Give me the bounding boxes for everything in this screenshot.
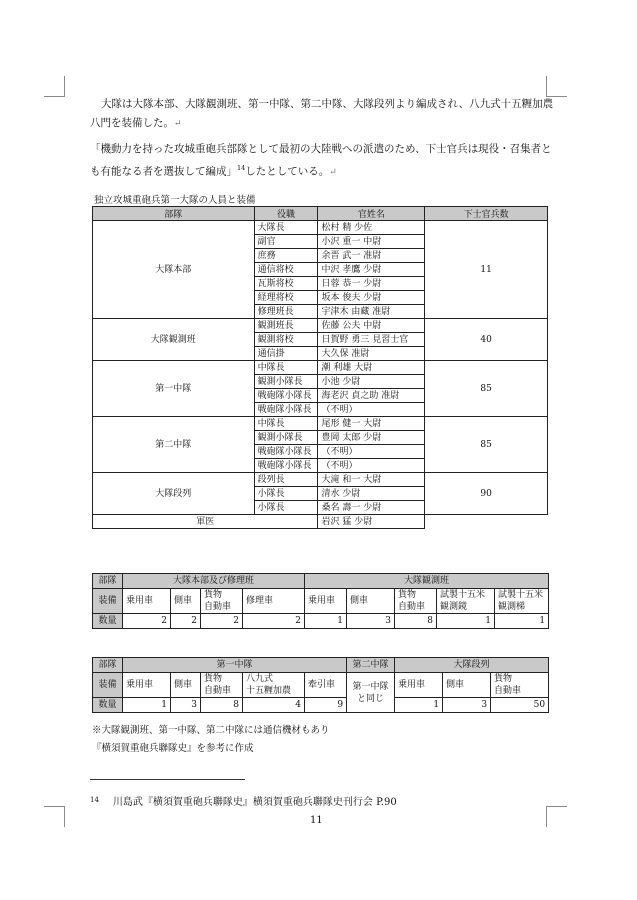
equipment-name-cell: 貨物 自動車 xyxy=(491,673,549,698)
group-first-company: 第一中隊 xyxy=(123,658,347,673)
table-row xyxy=(93,589,549,614)
equipment-name-cell: 乗用車 xyxy=(305,589,347,614)
equipment-qty-cell: 3 xyxy=(171,698,201,713)
unit-cell: 大隊段列 xyxy=(93,473,255,515)
header-name: 官姓名 xyxy=(318,207,425,221)
footnote-text: 川島武『横須賀重砲兵聯隊史』横須賀重砲兵聯隊史刊行会 P.90 xyxy=(112,797,397,808)
name-cell: 日賀野 勇三 見習士官 xyxy=(318,333,425,347)
position-cell: 段列長 xyxy=(254,473,318,487)
name-cell: 清水 少尉 xyxy=(318,487,425,501)
footnote-separator xyxy=(90,779,245,780)
same-as-first-cell: 第一中隊 と同じ xyxy=(347,673,395,713)
equipment-qty-cell: 2 xyxy=(201,614,243,629)
group-second-company: 第二中隊 xyxy=(347,658,395,673)
unit-cell: 第一中隊 xyxy=(93,361,255,417)
body-paragraph-2 xyxy=(90,140,560,183)
position-cell: 副官 xyxy=(254,235,318,249)
table-note: ※大隊観測班、第一中隊、第二中隊には通信機材もあり xyxy=(92,725,330,736)
qty-label: 数量 xyxy=(93,698,123,713)
position-cell: 戦砲隊小隊長 xyxy=(254,389,318,403)
name-cell: （不明） xyxy=(318,459,425,473)
name-cell: 日蓉 恭一 少尉 xyxy=(318,277,425,291)
paragraph-1-text: 大隊は大隊本部、大隊観測班、第一中隊、第二中隊、大隊段列より編成され、八九式十五糎加農八門を装備した。 xyxy=(90,98,554,129)
position-cell: 観測小隊長 xyxy=(254,375,318,389)
group-observation: 大隊観測班 xyxy=(305,574,549,589)
equipment-name-cell: 側車 xyxy=(171,589,201,614)
equipment-name-cell: 貨物 自動車 xyxy=(201,589,243,614)
equipment-qty-cell: 2 xyxy=(171,614,201,629)
position-cell: 大隊長 xyxy=(254,221,318,235)
equipment-qty-cell: 1 xyxy=(437,614,495,629)
equipment-name-cell: 修理車 xyxy=(243,589,305,614)
position-cell: 観測班長 xyxy=(254,319,318,333)
equipment-name-cell: 試製十五米 観測梯 xyxy=(495,589,549,614)
paragraph-mark: ↵ xyxy=(174,119,182,129)
name-cell: 尾形 健一 大尉 xyxy=(318,417,425,431)
equipment-name-cell: 側車 xyxy=(171,673,201,698)
paragraph-2-quote: 「機動力を持った攻城重砲兵部隊として最初の大陸戦への派遣のため、下士官兵は現役・召集者とも有能なる者を選抜して編成」 xyxy=(90,143,552,178)
unit-cell: 大隊本部 xyxy=(93,221,255,319)
position-cell: 戦砲隊小隊長 xyxy=(254,459,318,473)
position-cell: 戦砲隊小隊長 xyxy=(254,403,318,417)
footnote xyxy=(90,793,397,808)
equipment-qty-cell: 1 xyxy=(495,614,549,629)
equipment-qty-cell: 1 xyxy=(123,698,171,713)
position-cell: 修理班長 xyxy=(254,305,318,319)
table-row xyxy=(93,515,548,529)
paragraph-2-tail: したとしている。 xyxy=(245,165,330,178)
name-cell: 大滝 和一 大尉 xyxy=(318,473,425,487)
equipment-qty-cell: 1 xyxy=(305,614,347,629)
position-cell: 戦砲隊小隊長 xyxy=(254,445,318,459)
position-cell: 瓦斯将校 xyxy=(254,277,318,291)
equipment-name-cell: 乗用車 xyxy=(123,673,171,698)
name-cell: 宇津木 由藏 准尉 xyxy=(318,305,425,319)
position-cell: 庶務 xyxy=(254,249,318,263)
table-row xyxy=(93,361,548,375)
unit-label: 部隊 xyxy=(93,574,123,589)
equip-label: 装備 xyxy=(93,589,123,614)
group-train: 大隊段列 xyxy=(395,658,549,673)
crop-mark-bottom-right xyxy=(546,806,567,827)
medic-name-cell: 岩沢 猛 少尉 xyxy=(318,515,425,529)
footnote-ref[interactable]: 14 xyxy=(237,164,246,172)
table-row xyxy=(93,319,548,333)
equipment-qty-cell: 4 xyxy=(243,698,305,713)
table-row xyxy=(93,698,549,713)
group-hq-repair: 大隊本部及び修理班 xyxy=(123,574,305,589)
unit-cell: 大隊観測班 xyxy=(93,319,255,361)
header-position: 役職 xyxy=(254,207,318,221)
equipment-name-cell: 八九式 十五糎加農 xyxy=(243,673,305,698)
equipment-qty-cell: 50 xyxy=(491,698,549,713)
equipment-name-cell: 側車 xyxy=(443,673,491,698)
equipment-qty-cell: 8 xyxy=(201,698,243,713)
footnote-number: 14 xyxy=(90,796,99,804)
equip-label: 装備 xyxy=(93,673,123,698)
equipment-qty-cell: 1 xyxy=(395,698,443,713)
position-cell: 通信将校 xyxy=(254,263,318,277)
name-cell: （不明） xyxy=(318,403,425,417)
unit-label: 部隊 xyxy=(93,658,123,673)
position-cell: 小隊長 xyxy=(254,487,318,501)
medic-unit-cell: 軍医 xyxy=(93,515,318,529)
troop-count-cell: 90 xyxy=(425,473,548,515)
page-number: 11 xyxy=(310,815,323,826)
troop-count-cell: 40 xyxy=(425,319,548,361)
name-cell: 中沢 孝鷹 少尉 xyxy=(318,263,425,277)
table-row xyxy=(93,221,548,235)
equipment-table-companies-train xyxy=(92,657,549,713)
equipment-qty-cell: 8 xyxy=(395,614,437,629)
header-troop-count: 下士官兵数 xyxy=(425,207,548,221)
equipment-qty-cell: 2 xyxy=(123,614,171,629)
equipment-qty-cell: 9 xyxy=(305,698,347,713)
table-row xyxy=(93,574,549,589)
name-cell: 坂本 俊夫 少尉 xyxy=(318,291,425,305)
table-row xyxy=(93,417,548,431)
equipment-name-cell: 試製十五米 観測鏡 xyxy=(437,589,495,614)
name-cell: 大久保 准尉 xyxy=(318,347,425,361)
table-row xyxy=(93,473,548,487)
troop-count-cell: 85 xyxy=(425,361,548,417)
source-note: 『横須賀重砲兵聯隊史』を参考に作成 xyxy=(92,743,254,754)
table-caption: 独立攻城重砲兵第一大隊の人員と装備 xyxy=(94,195,256,206)
equipment-name-cell: 貨物 自動車 xyxy=(201,673,243,698)
name-cell: 豊岡 太郎 少尉 xyxy=(318,431,425,445)
position-cell: 通信掛 xyxy=(254,347,318,361)
name-cell: 佐藤 公夫 中尉 xyxy=(318,319,425,333)
position-cell: 経理将校 xyxy=(254,291,318,305)
personnel-table-body xyxy=(93,221,548,529)
equipment-name-cell: 牽引車 xyxy=(305,673,347,698)
name-cell: （不明） xyxy=(318,445,425,459)
body-paragraph-1 xyxy=(90,95,560,134)
name-cell: 小沢 重一 中尉 xyxy=(318,235,425,249)
name-cell: 小池 少尉 xyxy=(318,375,425,389)
unit-cell: 第二中隊 xyxy=(93,417,255,473)
equipment-name-cell: 側車 xyxy=(347,589,395,614)
equipment-name-cell: 乗用車 xyxy=(123,589,171,614)
crop-mark-bottom-left xyxy=(44,806,65,827)
position-cell: 観測将校 xyxy=(254,333,318,347)
equipment-table-hq-observation xyxy=(92,573,549,629)
equipment-qty-cell: 3 xyxy=(347,614,395,629)
name-cell: 桑名 壽一 少尉 xyxy=(318,501,425,515)
equipment-qty-cell: 3 xyxy=(443,698,491,713)
qty-label: 数量 xyxy=(93,614,123,629)
table-row xyxy=(93,673,549,698)
crop-mark-top-left xyxy=(44,76,65,97)
equipment-name-cell: 乗用車 xyxy=(395,673,443,698)
table-row xyxy=(93,658,549,673)
name-cell: 松村 精 少佐 xyxy=(318,221,425,235)
empty-cell xyxy=(425,515,548,529)
crop-mark-top-right xyxy=(546,76,567,97)
header-unit: 部隊 xyxy=(93,207,255,221)
position-cell: 小隊長 xyxy=(254,501,318,515)
equipment-name-cell: 貨物 自動車 xyxy=(395,589,437,614)
name-cell: 余晋 武一 准尉 xyxy=(318,249,425,263)
table-row xyxy=(93,614,549,629)
personnel-table xyxy=(92,206,548,529)
troop-count-cell: 85 xyxy=(425,417,548,473)
position-cell: 観測小隊長 xyxy=(254,431,318,445)
table-header-row xyxy=(93,207,548,221)
paragraph-mark: ↵ xyxy=(329,167,337,178)
position-cell: 中隊長 xyxy=(254,361,318,375)
position-cell: 中隊長 xyxy=(254,417,318,431)
name-cell: 潮 利雄 大尉 xyxy=(318,361,425,375)
name-cell: 海老沢 貞之助 准尉 xyxy=(318,389,425,403)
troop-count-cell: 11 xyxy=(425,221,548,319)
equipment-qty-cell: 2 xyxy=(243,614,305,629)
